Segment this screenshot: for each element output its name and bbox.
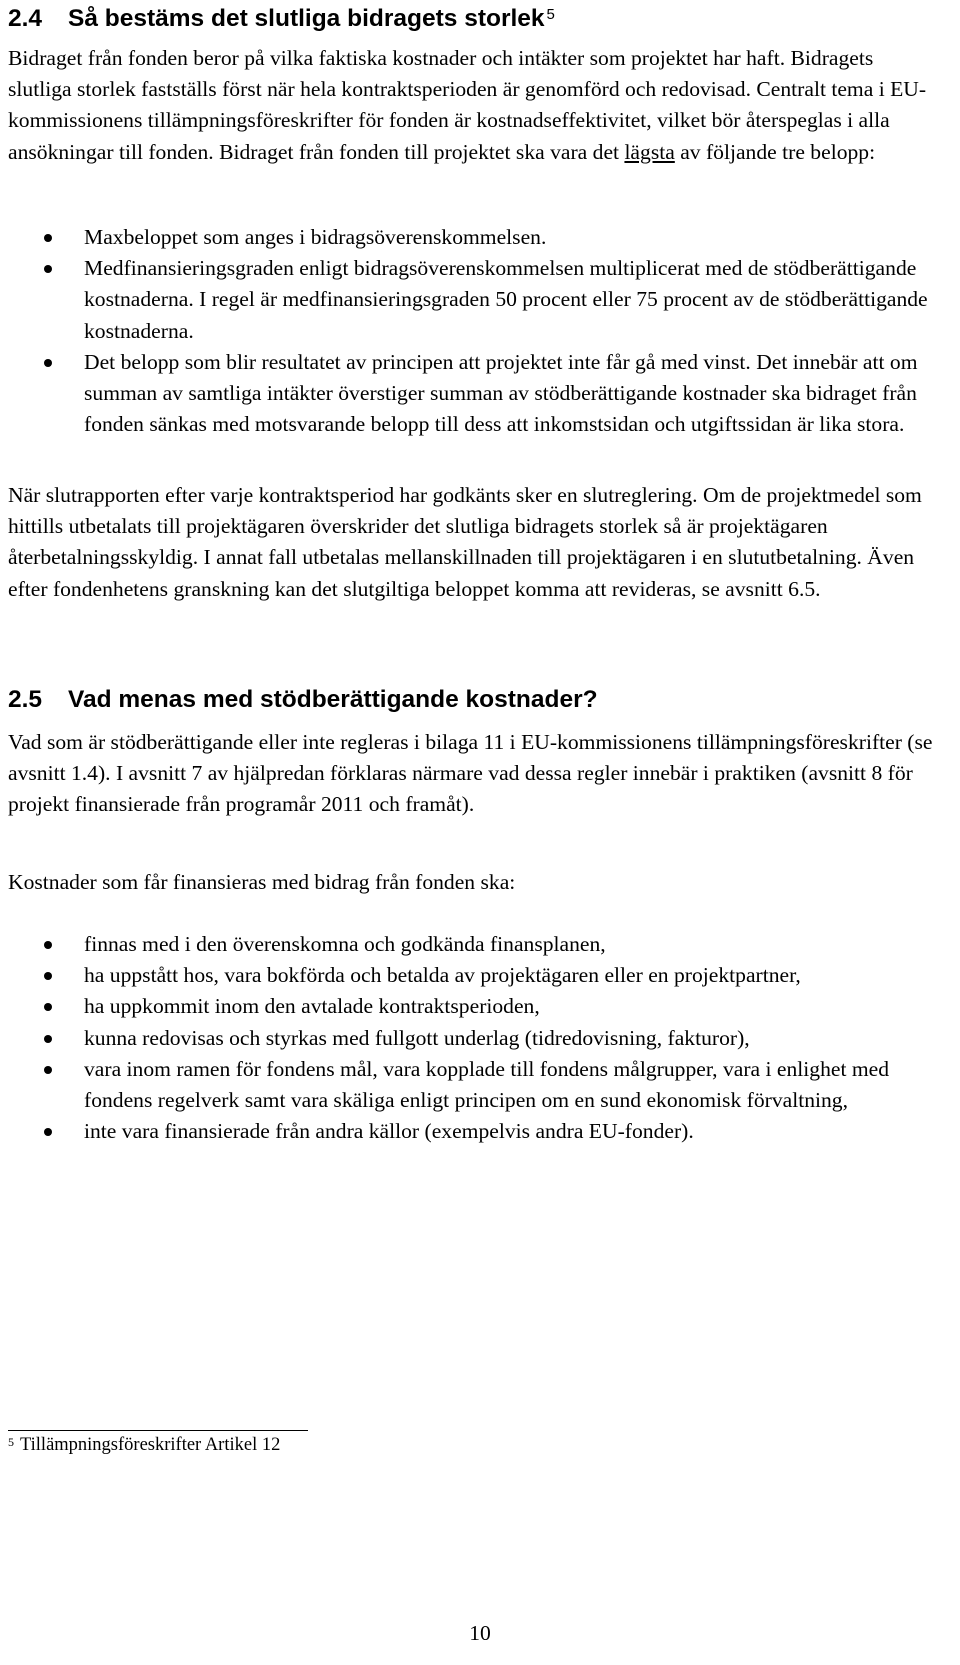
footnote-reference: 5 xyxy=(546,6,555,23)
bullet-icon xyxy=(44,1003,52,1011)
bullet-icon xyxy=(44,972,52,980)
bullet-icon xyxy=(44,941,52,949)
list-item-text: vara inom ramen för fondens mål, vara kopplade till fondens målgrupper, vara i enlighet med fondens regelverk samt vara skäliga enligt principen om en sund ekonomisk förvaltning, xyxy=(84,1056,890,1113)
list-item-text: finnas med i den överenskomna och godkända finansplanen, xyxy=(84,932,606,956)
list-item xyxy=(8,347,938,441)
section-title: Så bestäms det slutliga bidragets storlek xyxy=(68,5,545,32)
bullet-icon xyxy=(44,1035,52,1043)
list-item-text: Det belopp som blir resultatet av principen att projektet inte får gå med vinst. Det innebär att om summan av samtliga intäkter överstiger summan av stödberättigande kostnader ska bidraget från fonden sänkas med motsvarande belopp till dess att inkomstsidan och utgiftssidan är lika stora. xyxy=(84,349,918,437)
list-item-text: Medfinansieringsgraden enligt bidragsöverenskommelsen multiplicerat med de stödberättigande kostnaderna. I regel är medfinansieringsgraden 50 procent eller 75 procent av de stödberättigande kostnaderna. xyxy=(84,256,928,343)
intro-text-end: av följande tre belopp: xyxy=(674,139,876,164)
footnote-marker: 5 xyxy=(8,1435,14,1449)
section-intro-paragraph xyxy=(8,43,938,168)
lead-paragraph: Kostnader som får finansieras med bidrag från fonden ska: xyxy=(8,870,516,894)
intro-text: Bidraget från fonden beror på vilka faktiska kostnader och intäkter som projektet har haft. Bidragets slutliga storlek fastställs först när hela kontraktsperioden är genomförd och redovisad. Centralt tema i EU-kommissionens tillämpningsföreskrifter för fonden är kostnadseffektivitet, vilket bör återspeglas i alla ansökningar till fonden. Bidraget från fonden till projektet ska vara det xyxy=(8,46,927,164)
section-number: 2.4 xyxy=(8,5,43,32)
list-item xyxy=(8,1054,938,1116)
list-item-text: inte vara finansierade från andra källor (exempelvis andra EU-fonder). xyxy=(84,1119,694,1144)
section-heading-2-5 xyxy=(8,685,598,715)
bullet-icon xyxy=(44,234,52,242)
footnote-separator xyxy=(8,1430,308,1431)
section-title: Vad menas med stödberättigande kostnader? xyxy=(68,686,598,713)
bullet-icon xyxy=(44,1128,52,1136)
list-item xyxy=(8,929,938,960)
list-item xyxy=(8,960,938,991)
list-item-text: kunna redovisas och styrkas med fullgott underlag (tidredovisning, fakturor), xyxy=(84,1025,750,1050)
section-number: 2.5 xyxy=(8,686,43,713)
section-heading-2-4 xyxy=(8,4,555,34)
footnote-text: Tillämpningsföreskrifter Artikel 12 xyxy=(20,1435,281,1455)
list-item-text: ha uppstått hos, vara bokförda och betalda av projektägaren eller en projektpartner, xyxy=(84,963,801,988)
bullet-icon xyxy=(44,359,52,367)
list-item xyxy=(8,991,938,1022)
list-item xyxy=(8,222,938,253)
list-item-text: ha uppkommit inom den avtalade kontraktsperioden, xyxy=(84,994,540,1019)
bullet-icon xyxy=(44,1066,52,1074)
footnote xyxy=(8,1432,280,1458)
list-item xyxy=(8,1116,938,1147)
bullet-icon xyxy=(44,265,52,273)
list-item xyxy=(8,1023,938,1054)
underlined-word: lägsta xyxy=(624,139,675,164)
list-item-text: Maxbeloppet som anges i bidragsöverenskommelsen. xyxy=(84,225,547,249)
page-number: 10 xyxy=(469,1621,491,1645)
list-item xyxy=(8,253,938,347)
bullet-list-amounts xyxy=(8,222,938,440)
section-intro-paragraph: Vad som är stödberättigande eller inte regleras i bilaga 11 i EU-kommissionens tillämpningsföreskrifter (se avsnitt 1.4). I avsnitt 7 av hjälpredan förklaras närmare vad dessa regler innebär i praktiken (avsnitt 8 för projekt finansierade från programår 2011 och framåt). xyxy=(8,730,933,817)
bullet-list-costs xyxy=(8,929,938,1147)
closing-paragraph: När slutrapporten efter varje kontraktsperiod har godkänts sker en slutreglering. Om de projektmedel som hittills utbetalats till projektägaren överskrider det slutliga bidragets storlek så är projektägaren återbetalningsskyldig. I annat fall utbetalas mellanskillnaden till projektägaren i en slututbetalning. Även efter fondenhetens granskning kan det slutgiltiga beloppet komma att revideras, se avsnitt 6.5. xyxy=(8,483,922,601)
